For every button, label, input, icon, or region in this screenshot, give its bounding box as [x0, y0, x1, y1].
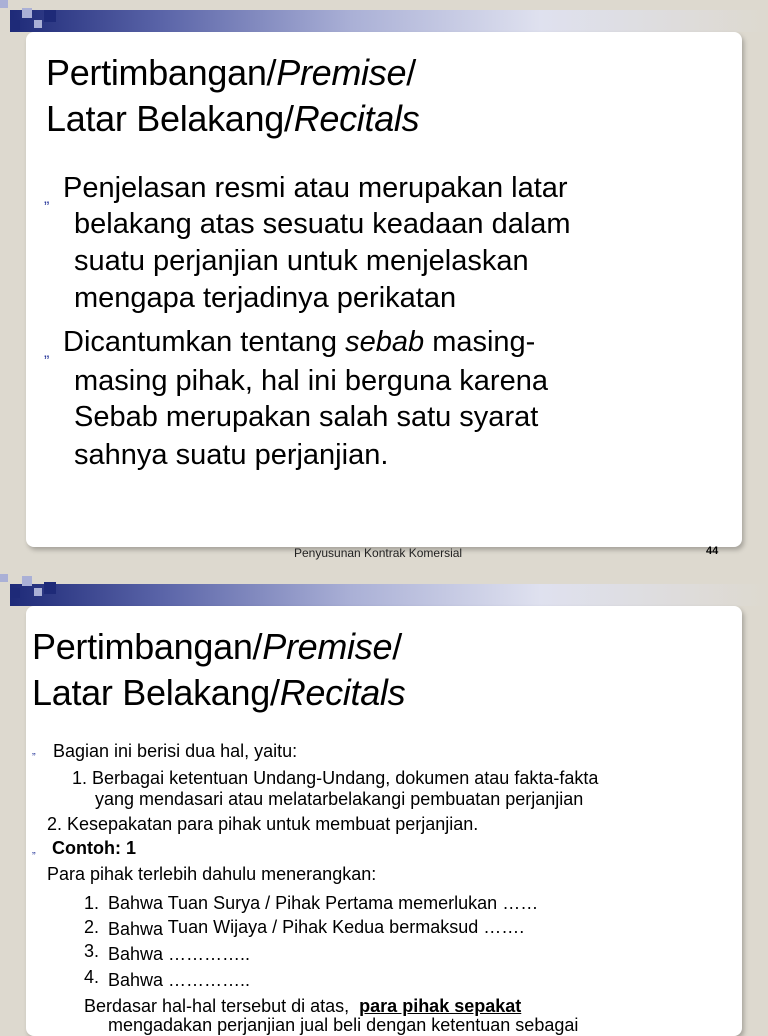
- bullet-text: Penjelasan resmi atau merupakan latar: [63, 172, 568, 204]
- slide-footer: Penyusunan Kontrak Komersial: [294, 546, 463, 560]
- header-square: [10, 588, 20, 598]
- example-label: Contoh: 1: [52, 838, 136, 858]
- example-item-number: 1.: [84, 893, 100, 913]
- bullet-text: Sebab merupakan salah satu syarat: [74, 401, 539, 433]
- header-gradient-bar: [10, 584, 768, 606]
- closing-text-line2: mengadakan perjanjian jual beli dengan ketentuan sebagai: [108, 1015, 579, 1035]
- header-square: [0, 574, 8, 582]
- header-gradient-bar: [10, 10, 768, 32]
- slide-title: Pertimbangan/Premise/: [46, 52, 416, 93]
- list-item: 1. Berbagai ketentuan Undang-Undang, dokumen atau fakta-fakta: [72, 768, 599, 788]
- bullet-text: mengapa terjadinya perikatan: [74, 282, 457, 314]
- bullet-text: Dicantumkan tentang sebab masing-: [63, 326, 536, 358]
- list-item: yang mendasari atau melatarbelakangi pembuatan perjanjian: [95, 789, 584, 809]
- bullet-text: sahnya suatu perjanjian.: [74, 439, 389, 471]
- bullet-icon: „: [44, 344, 50, 361]
- header-square: [10, 20, 20, 30]
- list-item: 2. Kesepakatan para pihak untuk membuat perjanjian.: [47, 814, 479, 834]
- header-square: [44, 10, 56, 22]
- example-item-number: 3.: [84, 941, 100, 961]
- header-square: [22, 576, 32, 586]
- header-square: [22, 8, 32, 18]
- header-square: [34, 588, 42, 596]
- bullet-icon: „: [32, 844, 36, 856]
- header-square: [34, 20, 42, 28]
- example-item-number: 2.: [84, 917, 100, 937]
- bullet-icon: „: [32, 745, 36, 757]
- example-item: Bahwa Tuan Surya / Pihak Pertama memerlukan ……: [108, 893, 539, 913]
- example-item: Bahwa …………..: [108, 970, 251, 990]
- header-square: [44, 582, 56, 594]
- slide-card: [26, 32, 742, 547]
- example-intro: Para pihak terlebih dahulu menerangkan:: [47, 864, 377, 884]
- intro-text: Bagian ini berisi dua hal, yaitu:: [53, 741, 298, 761]
- slide-title: Pertimbangan/Premise/: [32, 626, 402, 667]
- example-item: Bahwa Tuan Wijaya / Pihak Kedua bermaksud …….: [108, 917, 525, 939]
- bullet-text: belakang atas sesuatu keadaan dalam: [74, 208, 571, 240]
- bullet-text: suatu perjanjian untuk menjelaskan: [74, 245, 529, 277]
- closing-text: Berdasar hal-hal tersebut di atas, para pihak sepakat: [84, 996, 522, 1016]
- slide-title-line2: Latar Belakang/Recitals: [32, 672, 406, 713]
- header-square: [0, 0, 8, 8]
- slide-title-line2: Latar Belakang/Recitals: [46, 98, 420, 139]
- example-item: Bahwa …………..: [108, 944, 251, 964]
- slide-card: [26, 606, 742, 1036]
- bullet-icon: „: [44, 190, 50, 207]
- example-item-number: 4.: [84, 967, 100, 987]
- bullet-text: masing pihak, hal ini berguna karena: [74, 365, 548, 397]
- page-number: 44: [706, 545, 719, 557]
